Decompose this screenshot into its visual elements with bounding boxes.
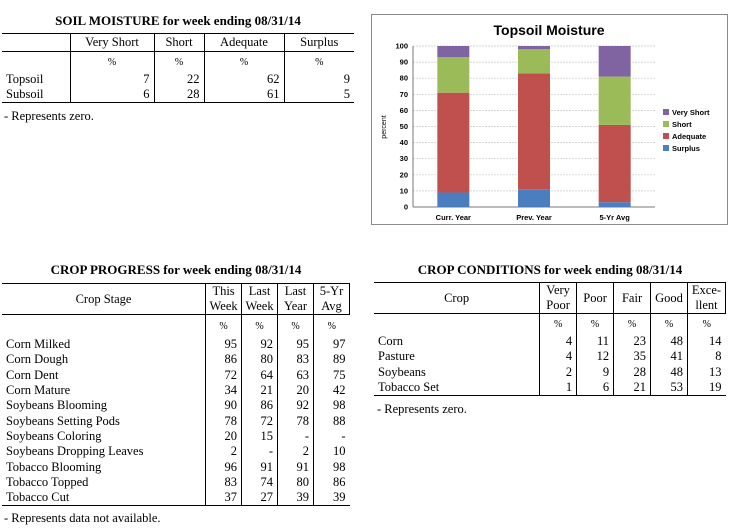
unit-label: % [242, 315, 278, 338]
cell-value: 20 [278, 383, 314, 398]
row-label: Tobacco Set [374, 380, 540, 396]
cell-value: 8 [688, 349, 726, 364]
cell-value: 1 [540, 380, 577, 396]
crop-stage-header: Crop Stage [2, 284, 206, 315]
cell-value: 2 [278, 444, 314, 459]
crop-progress-note: - Represents data not available. [4, 511, 161, 525]
legend-label: Short [672, 120, 692, 129]
cell-value: 20 [206, 429, 242, 444]
cell-value: 80 [242, 352, 278, 367]
y-tick-label: 80 [399, 73, 408, 83]
cell-value: - [278, 429, 314, 444]
cell-value: 21 [614, 380, 651, 396]
cell-value: 11 [577, 334, 614, 349]
cell-value: 61 [204, 87, 284, 103]
table-row [2, 459, 350, 474]
y-tick-label: 40 [399, 138, 408, 148]
table-row [374, 365, 726, 380]
legend-label: Adequate [672, 132, 707, 141]
cell-value: 98 [314, 398, 350, 413]
table-row [2, 475, 350, 490]
cell-value: 12 [577, 349, 614, 364]
cell-value: 53 [651, 380, 688, 396]
y-axis-label: percent [381, 115, 388, 139]
cell-value: 91 [242, 459, 278, 474]
bar-segment [599, 77, 631, 125]
header-fair: Fair [614, 283, 651, 314]
row-label: Corn Milked [6, 337, 71, 352]
cell-value: 86 [206, 352, 242, 367]
cell-value: - [242, 444, 278, 459]
legend-swatch [663, 145, 669, 151]
unit-label: % [577, 314, 614, 335]
y-tick-label: 70 [399, 89, 408, 99]
bar-segment [518, 73, 550, 189]
cell-value: 63 [278, 368, 314, 383]
cell-value: 27 [242, 490, 278, 506]
topsoil-moisture-chart [371, 14, 728, 225]
cell-value: 4 [540, 349, 577, 364]
crop-conditions-title: CROP CONDITIONS for week ending 08/31/14 [417, 262, 683, 277]
cell-value: 75 [314, 368, 350, 383]
y-tick-label: 100 [395, 41, 408, 51]
unit-label: % [688, 314, 726, 335]
cell-value: 89 [314, 352, 350, 367]
table-row [2, 383, 350, 398]
unit-label: % [70, 52, 154, 73]
row-label: Corn Dough [6, 352, 69, 367]
cell-value: 2 [540, 365, 577, 380]
crop-conditions-note: - Represents zero. [377, 402, 467, 416]
y-tick-label: 20 [399, 170, 408, 180]
cell-value: 35 [614, 349, 651, 364]
unit-label: % [284, 52, 354, 73]
cell-value: 19 [688, 380, 726, 396]
unit-label: % [540, 314, 577, 335]
cell-value: 14 [688, 334, 726, 349]
cell-value: 39 [278, 490, 314, 506]
soil-header-blank [2, 34, 70, 52]
table-row [374, 380, 726, 396]
cell-value: 13 [688, 365, 726, 380]
x-tick-label: 5-Yr Avg [599, 213, 630, 222]
cell-value: 9 [577, 365, 614, 380]
cell-value: 6 [577, 380, 614, 396]
legend-label: Very Short [672, 108, 710, 117]
cell-value: 62 [204, 72, 284, 87]
cell-value: 64 [242, 368, 278, 383]
header-last-week: Last Week [242, 284, 278, 315]
row-label: Tobacco Cut [2, 490, 206, 506]
cell-value: 6 [70, 87, 154, 103]
soil-moisture-note: - Represents zero. [4, 109, 94, 123]
cell-value: 95 [206, 337, 242, 352]
row-label: Corn Dent [6, 367, 59, 382]
table-row [374, 334, 726, 349]
cell-value: 72 [206, 368, 242, 383]
header-good: Good [651, 283, 688, 314]
x-tick-label: Curr. Year [435, 213, 471, 222]
header-poor: Poor [577, 283, 614, 314]
cell-value: 9 [284, 72, 354, 87]
cell-value: 42 [314, 383, 350, 398]
header-last-year: Last Year [278, 284, 314, 315]
row-label: Tobacco Blooming [6, 459, 102, 474]
chart-svg [372, 15, 727, 224]
cell-value: 88 [314, 413, 350, 428]
cell-value: 10 [314, 444, 350, 459]
unit-label: % [651, 314, 688, 335]
cell-value: 74 [242, 475, 278, 490]
cell-value: 48 [651, 365, 688, 380]
y-tick-label: 0 [403, 202, 408, 212]
cell-value: 39 [314, 490, 350, 506]
cell-value: 92 [278, 398, 314, 413]
row-label: Topsoil [6, 72, 44, 86]
y-tick-label: 50 [399, 122, 408, 131]
row-label: Tobacco Topped [6, 474, 89, 489]
unit-label: % [154, 52, 204, 73]
x-tick-label: Prev. Year [516, 213, 552, 222]
crop-conditions-table [374, 282, 726, 396]
cell-value: 83 [206, 475, 242, 490]
cell-value: 72 [242, 413, 278, 428]
row-label: Soybeans Blooming [6, 398, 108, 413]
cell-value: 78 [278, 413, 314, 428]
cell-value: 80 [278, 475, 314, 490]
table-row [2, 87, 354, 103]
unit-label: % [314, 315, 350, 338]
y-tick-label: 60 [399, 105, 408, 115]
cell-value: 15 [242, 429, 278, 444]
bar-segment [437, 57, 469, 92]
bar-segment [518, 189, 550, 207]
bar-segment [518, 49, 550, 73]
cell-value: 92 [242, 337, 278, 352]
cell-value: 22 [154, 72, 204, 87]
table-row [374, 349, 726, 364]
y-tick-label: 10 [399, 186, 408, 196]
soil-moisture-title: SOIL MOISTURE for week ending 08/31/14 [55, 13, 301, 28]
bar-segment [599, 46, 631, 77]
cell-value: 2 [206, 444, 242, 459]
bar-segment [518, 46, 550, 49]
unit-label: % [614, 314, 651, 335]
cell-value: 28 [154, 87, 204, 103]
cell-value: - [314, 429, 350, 444]
row-label: Soybeans Setting Pods [6, 413, 120, 428]
cell-value: 83 [278, 352, 314, 367]
bar-segment [599, 202, 631, 207]
soil-header-adequate: Adequate [204, 34, 284, 52]
soil-moisture-table [2, 33, 354, 103]
table-row [2, 72, 354, 87]
cell-value: 5 [284, 87, 354, 103]
cell-value: 78 [206, 413, 242, 428]
cell-value: 4 [540, 334, 577, 349]
cell-value: 23 [614, 334, 651, 349]
header-very-poor: Very Poor [540, 283, 577, 314]
cell-value: 37 [206, 490, 242, 506]
crop-header: Crop [374, 283, 540, 314]
y-tick-label: 90 [399, 57, 408, 67]
table-row [2, 398, 350, 413]
row-label: Soybeans Coloring [6, 428, 102, 443]
chart-title: Topsoil Moisture [493, 22, 605, 38]
table-row [2, 413, 350, 428]
cell-value: 86 [242, 398, 278, 413]
crop-progress-title: CROP PROGRESS for week ending 08/31/14 [50, 262, 302, 277]
unit-label: % [204, 52, 284, 73]
unit-label: % [278, 315, 314, 338]
row-label: Corn [378, 334, 403, 349]
header-5yr-avg: 5-Yr Avg [314, 284, 350, 315]
cell-value: 7 [70, 72, 154, 87]
row-label: Corn Mature [6, 383, 71, 398]
cell-value: 95 [278, 337, 314, 352]
bar-segment [437, 46, 469, 57]
legend-swatch [663, 133, 669, 139]
legend-label: Surplus [672, 144, 700, 153]
bar-segment [437, 193, 469, 207]
table-row [2, 490, 350, 506]
soil-header-short: Short [154, 34, 204, 52]
soil-header-surplus: Surplus [284, 34, 354, 52]
table-row [2, 444, 350, 459]
cell-value: 96 [206, 459, 242, 474]
y-tick-label: 30 [399, 154, 408, 164]
row-label: Soybeans Dropping Leaves [6, 444, 144, 459]
row-label: Soybeans [378, 364, 426, 379]
legend-swatch [663, 121, 669, 127]
cell-value: 48 [651, 334, 688, 349]
legend-swatch [663, 109, 669, 115]
table-row [2, 429, 350, 444]
cell-value: 86 [314, 475, 350, 490]
cell-value: 34 [206, 383, 242, 398]
bar-segment [437, 93, 469, 193]
cell-value: 97 [314, 337, 350, 352]
bar-segment [599, 125, 631, 202]
cell-value: 90 [206, 398, 242, 413]
row-label: Subsoil [2, 87, 70, 103]
table-row [2, 337, 350, 352]
cell-value: 98 [314, 459, 350, 474]
soil-header-very-short: Very Short [70, 34, 154, 52]
unit-label: % [206, 315, 242, 338]
cell-value: 28 [614, 365, 651, 380]
cell-value: 91 [278, 459, 314, 474]
cell-value: 21 [242, 383, 278, 398]
crop-progress-table [2, 283, 350, 506]
table-row [2, 368, 350, 383]
table-row [2, 352, 350, 367]
header-this-week: This Week [206, 284, 242, 315]
header-excellent: Exce- llent [688, 283, 726, 314]
row-label: Pasture [378, 349, 415, 364]
cell-value: 41 [651, 349, 688, 364]
